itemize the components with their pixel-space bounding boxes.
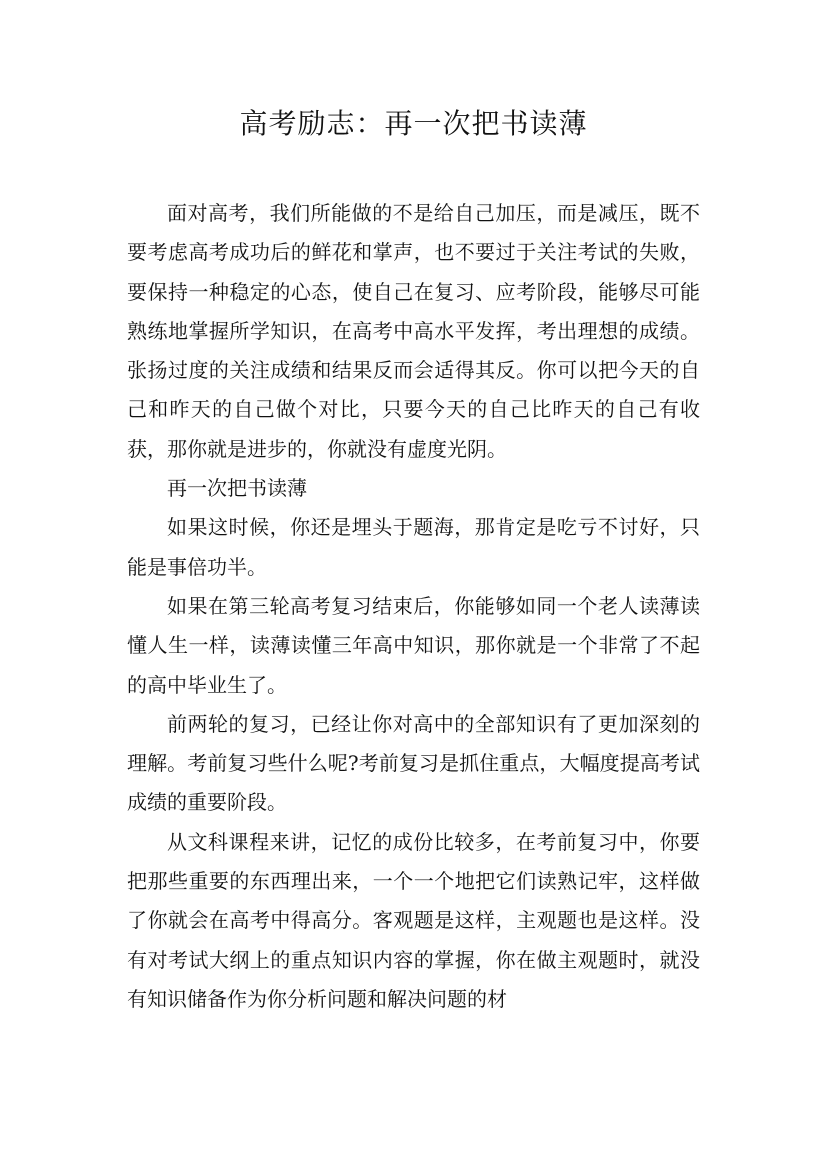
paragraph-4: 前两轮的复习，已经让你对高中的全部知识有了更加深刻的理解。考前复习些什么呢?考前复习是抓住重点，大幅度提高考试成绩的重要阶段。 bbox=[127, 711, 700, 815]
document-title: 高考励志：再一次把书读薄 bbox=[239, 107, 588, 140]
paragraph-subheading: 再一次把书读薄 bbox=[167, 476, 307, 501]
document-body bbox=[127, 194, 700, 1019]
paragraph-5: 从文科课程来讲，记忆的成份比较多，在考前复习中，你要把那些重要的东西理出来，一个一个地把它们读熟记牢，这样做了你就会在高考中得高分。客观题是这样，主观题也是这样。没有对考试大纲上的重点知识内容的掌握，你在做主观题时，就没有知识储备作为你分析问题和解决问题的材 bbox=[127, 829, 700, 1011]
paragraph-2: 如果这时候，你还是埋头于题海，那肯定是吃亏不讨好，只能是事倍功半。 bbox=[127, 515, 700, 579]
paragraph-intro: 面对高考，我们所能做的不是给自己加压，而是减压，既不要考虑高考成功后的鲜花和掌声，也不要过于关注考试的失败，要保持一种稳定的心态，使自己在复习、应考阶段，能够尽可能熟练地掌握所学知识，在高考中高水平发挥，考出理想的成绩。张扬过度的关注成绩和结果反而会适得其反。你可以把今天的自己和昨天的自己做个对比，只要今天的自己比昨天的自己有收获，那你就是进步的，你就没有虚度光阴。 bbox=[127, 201, 700, 461]
paragraph-3: 如果在第三轮高考复习结束后，你能够如同一个老人读薄读懂人生一样，读薄读懂三年高中知识，那你就是一个非常了不起的高中毕业生了。 bbox=[127, 593, 700, 697]
